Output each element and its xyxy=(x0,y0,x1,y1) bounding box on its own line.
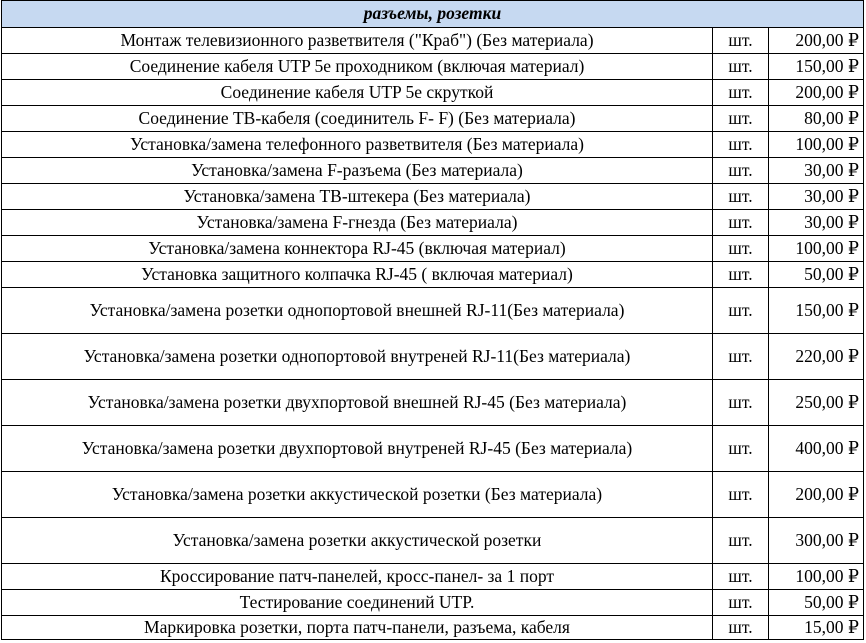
table-row xyxy=(2,132,864,158)
price: 80,00 ₽ xyxy=(769,106,864,132)
table-row xyxy=(2,518,864,564)
table-row xyxy=(2,426,864,472)
price: 15,00 ₽ xyxy=(769,616,864,640)
table-row xyxy=(2,80,864,106)
service-name: Установка/замена ТВ-штекера (Без материала) xyxy=(2,184,713,210)
unit: шт. xyxy=(713,564,769,590)
price: 30,00 ₽ xyxy=(769,184,864,210)
table-row xyxy=(2,590,864,616)
service-name: Соединение кабеля UTP 5е проходником (включая материал) xyxy=(2,54,713,80)
service-name: Соединение кабеля UTP 5е скруткой xyxy=(2,80,713,106)
unit: шт. xyxy=(713,210,769,236)
price: 30,00 ₽ xyxy=(769,158,864,184)
service-name: Установка/замена F-разъема (Без материала) xyxy=(2,158,713,184)
service-name: Установка/замена F-гнезда (Без материала) xyxy=(2,210,713,236)
price: 220,00 ₽ xyxy=(769,334,864,380)
service-name: Установка/замена розетки однопортовой внешней RJ-11(Без материала) xyxy=(2,288,713,334)
unit: шт. xyxy=(713,28,769,54)
unit: шт. xyxy=(713,236,769,262)
table-row xyxy=(2,210,864,236)
service-name: Установка/замена розетки двухпортовой внутреней RJ-45 (Без материала) xyxy=(2,426,713,472)
price: 200,00 ₽ xyxy=(769,472,864,518)
unit: шт. xyxy=(713,518,769,564)
section-title: разъемы, розетки xyxy=(2,1,864,28)
table-row xyxy=(2,28,864,54)
unit: шт. xyxy=(713,106,769,132)
service-name: Тестирование соединений UTP. xyxy=(2,590,713,616)
table-row xyxy=(2,288,864,334)
price: 50,00 ₽ xyxy=(769,262,864,288)
price: 300,00 ₽ xyxy=(769,518,864,564)
unit: шт. xyxy=(713,80,769,106)
unit: шт. xyxy=(713,616,769,640)
price: 250,00 ₽ xyxy=(769,380,864,426)
table-row xyxy=(2,334,864,380)
table-row xyxy=(2,564,864,590)
price: 200,00 ₽ xyxy=(769,80,864,106)
price: 30,00 ₽ xyxy=(769,210,864,236)
table-row xyxy=(2,616,864,640)
unit: шт. xyxy=(713,132,769,158)
table-row xyxy=(2,184,864,210)
table-row xyxy=(2,106,864,132)
unit: шт. xyxy=(713,380,769,426)
table-row xyxy=(2,158,864,184)
unit: шт. xyxy=(713,288,769,334)
unit: шт. xyxy=(713,54,769,80)
price: 100,00 ₽ xyxy=(769,132,864,158)
unit: шт. xyxy=(713,262,769,288)
service-name: Установка/замена телефонного разветвителя (Без материала) xyxy=(2,132,713,158)
service-name: Установка/замена розетки аккустической розетки (Без материала) xyxy=(2,472,713,518)
service-name: Соединение ТВ-кабеля (соединитель F- F) (Без материала) xyxy=(2,106,713,132)
unit: шт. xyxy=(713,158,769,184)
table-row xyxy=(2,472,864,518)
service-name: Кроссирование патч-панелей, кросс-панел- за 1 порт xyxy=(2,564,713,590)
price-table xyxy=(1,0,864,640)
service-name: Маркировка розетки, порта патч-панели, разъема, кабеля xyxy=(2,616,713,640)
unit: шт. xyxy=(713,334,769,380)
price: 100,00 ₽ xyxy=(769,564,864,590)
unit: шт. xyxy=(713,184,769,210)
unit: шт. xyxy=(713,590,769,616)
price: 100,00 ₽ xyxy=(769,236,864,262)
section-header-row xyxy=(2,1,864,28)
table-row xyxy=(2,380,864,426)
price: 150,00 ₽ xyxy=(769,54,864,80)
unit: шт. xyxy=(713,426,769,472)
table-row xyxy=(2,236,864,262)
price: 150,00 ₽ xyxy=(769,288,864,334)
service-name: Установка/замена розетки аккустической розетки xyxy=(2,518,713,564)
service-name: Монтаж телевизионного разветвителя ("Краб") (Без материала) xyxy=(2,28,713,54)
table-row xyxy=(2,54,864,80)
price: 400,00 ₽ xyxy=(769,426,864,472)
price: 200,00 ₽ xyxy=(769,28,864,54)
service-name: Установка/замена розетки однопортовой внутреней RJ-11(Без материала) xyxy=(2,334,713,380)
service-name: Установка/замена розетки двухпортовой внешней RJ-45 (Без материала) xyxy=(2,380,713,426)
service-name: Установка/замена коннектора RJ-45 (включая материал) xyxy=(2,236,713,262)
price: 50,00 ₽ xyxy=(769,590,864,616)
unit: шт. xyxy=(713,472,769,518)
table-row xyxy=(2,262,864,288)
service-name: Установка защитного колпачка RJ-45 ( включая материал) xyxy=(2,262,713,288)
